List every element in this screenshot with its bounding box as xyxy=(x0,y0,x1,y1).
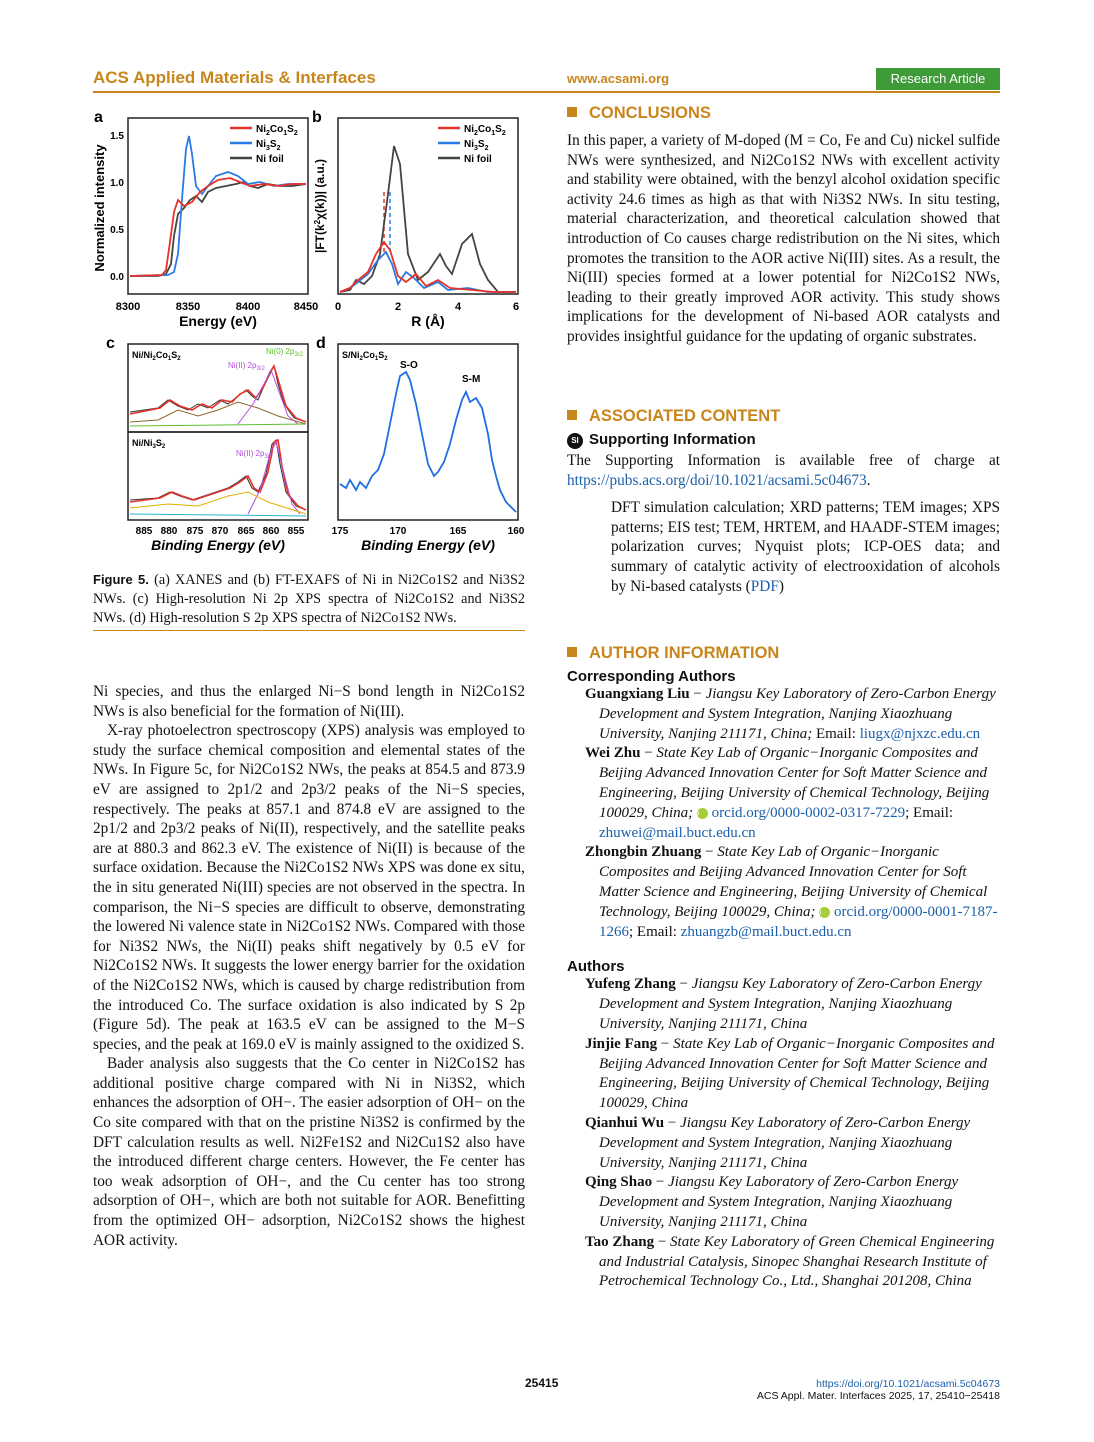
page-number: 25415 xyxy=(525,1376,559,1390)
panel-d-sublabel: $S/Ni_2Co_1S_2$ xyxy=(342,350,388,362)
panel-b-legend xyxy=(438,124,506,165)
panel-c-sublabel-bottom: $Ni/Ni_3S_2$ xyxy=(132,438,166,450)
supporting-info-icon: SI xyxy=(567,433,583,449)
panel-a-xlabel: Energy (eV) xyxy=(179,313,257,329)
conclusions-heading: CONCLUSIONS xyxy=(567,104,1000,123)
body-paragraph: X-ray photoelectron spectroscopy (XPS) analysis was employed to study the surface chemical composition and elemental states of the NWs. In Figure 5c, for Ni2Co1S2 NWs, the peaks at 854.5 and 873.9 eV are assigned to 2p1/2 and 2p3/2 peaks of the Ni−S species, respectively. The peaks at 857.1 and 874.8 eV are assigned to the 2p1/2 and 2p3/2 peaks of Ni(II), respectively, and the satellite peaks are at 880.3 and 862.3 eV. The existence of Ni(II) is because of the surface oxidation. Because the Ni2Co1S2 NWs XPS was done ex situ, the in situ generated Ni(III) species are not observed in the spectra. In comparison, the Ni−S species are difficult to observe, demonstrating the lowered Ni valence state in Ni2Co1S2 NWs. Compared with those for Ni3S2 NWs, the Ni(II) peaks shift negatively by 0.5 eV for Ni2Co1S2 NWs. It suggests the lower energy barrier for the oxidation of the Ni2Co1S2 NWs, which is caused by charge redistribution from the introduced Co. The surface oxidation is also indicated by S 2p (Figure 5d). The peak at 163.5 eV can be assigned to the M−S species, and the peak at 169.0 eV is mainly assigned to the oxidized S. xyxy=(93,722,525,1053)
panel-d-xtick: 165 xyxy=(449,526,467,537)
panel-c-xtick: 855 xyxy=(287,526,305,537)
xanes-ni-foil-curve xyxy=(130,182,306,276)
legend-label-ni-foil: Ni foil xyxy=(256,154,284,165)
panel-d-xtick: 175 xyxy=(331,526,349,537)
panel-c-xtick: 880 xyxy=(160,526,178,537)
author-entry: Tao Zhang − State Key Laboratory of Green Chemical Engineering and Industrial Catalysis, Sinopec Shanghai Research Institute of Petrochemical Technology Co., Ltd., Shanghai 201208, China xyxy=(585,1233,995,1290)
panel-a-xtick: 8300 xyxy=(115,301,141,313)
panel-a-ytick: 0.0 xyxy=(110,272,124,283)
panel-d-xlabel: Binding Energy (eV) xyxy=(361,537,495,553)
panel-letter-c: c xyxy=(106,335,115,352)
panel-b-xtick: 6 xyxy=(512,301,520,313)
footer-doi-block xyxy=(757,1378,1000,1402)
figure-caption xyxy=(93,570,525,628)
panel-d-xtick: 160 xyxy=(507,526,525,537)
supporting-info-list: DFT simulation calculation; XRD patterns; TEM images; XPS patterns; EIS test; TEM, HRTEM, and HAADF-STEM images; polarization curves; Nyquist plots; ICP-OES data; and summary of catalytic activity of electrooxidation of alcohols by Ni-based catalysts (PDF) xyxy=(611,499,1000,595)
supporting-info-link[interactable]: https://pubs.acs.org/doi/10.1021/acsami.5c04673 xyxy=(567,471,867,489)
author-entry: Jinjie Fang − State Key Lab of Organic−Inorganic Composites and Beijing Advanced Innovation Center for Soft Matter Science and Engineering, Beijing University of Chemical Technology, Beijing 100029, China xyxy=(585,1035,995,1112)
panel-a-xtick: 8450 xyxy=(293,301,319,313)
body-paragraph: Bader analysis also suggests that the Co center in Ni2Co1S2 has additional positive charge compared with Ni in Ni3S2, which enhances the adsorption of OH−. The easier adsorption of OH− on the Co site compared with that on the pristine Ni3S2 is confirmed by the DFT calculation results as well. Ni2Fe1S2 and Ni2Cu1S2 also have the introduced different charge centers. However, the Fe center has too weak adsorption of OH−, and the Cu center has too strong adsorption of OH−, which are both not suitable for AOR. Benefitting from the optimized OH− adsorption, Ni2Co1S2 shows the highest AOR activity. xyxy=(93,1055,525,1249)
figure-rule xyxy=(93,630,525,631)
figure-caption-text: (a) XANES and (b) FT-EXAFS of Ni in Ni2Co1S2 and Ni3S2 NWs. (c) High-resolution Ni 2p XPS spectra of Ni2Co1S2 and Ni3S2 NWs. (d) High-resolution S 2p XPS spectra of Ni2Co1S2 NWs. xyxy=(93,572,525,626)
associated-content-heading: ASSOCIATED CONTENT xyxy=(567,407,1000,426)
panel-a-ylabel: Normalized intensity xyxy=(92,144,107,272)
author-information-section xyxy=(567,644,1000,1292)
conclusions-text: In this paper, a variety of M-doped (M = Co, Fe and Cu) nickel sulfide NWs were synthesized, and Ni2Co1S2 NWs with excellent activity and stability were obtained, with the benzyl alcohol oxidation specific activity 24.6 times as high as that with Ni3S2 NWs. In situ testing, material characterization, and theoretical calculation showed that introduction of Co causes charge redistribution on the Ni sites, which promotes the transition to the AOR active Ni(III) sites. As a result, the Ni(III) species formed at a lower potential for Ni2Co1S2 NWs, leading to their greatly improved AOR activity. This study shows implications for the development of Ni-based AOR catalysts and provides insightful guidance for the updating of organic substrates. xyxy=(567,132,1000,345)
legend-label-ni-foil: Ni foil xyxy=(464,154,492,165)
annotation-s-o: S-O xyxy=(400,360,418,371)
article-type-badge: Research Article xyxy=(876,68,1000,90)
journal-title: ACS Applied Materials & Interfaces xyxy=(93,68,376,87)
panel-letter-b: b xyxy=(312,109,322,126)
section-square-icon xyxy=(567,647,577,657)
left-body xyxy=(93,682,525,1250)
panel-a-ytick: 0.5 xyxy=(110,225,124,236)
orcid-icon: iD xyxy=(697,808,708,819)
figure-5 xyxy=(88,104,528,560)
author-entry: Yufeng Zhang − Jiangsu Key Laboratory of Zero-Carbon Energy Development and System Integration, Nanjing Xiaozhuang University, Nanjing 211171, China xyxy=(585,976,982,1032)
annotation-ni2-top: Ni(II) $2p_{3/2}$ xyxy=(228,361,265,372)
panel-c xyxy=(106,335,308,553)
email-link[interactable]: zhuangzb@mail.buct.edu.cn xyxy=(680,923,852,940)
xps-ni-bottom-baseline xyxy=(130,514,306,516)
panel-b-xlabel: R (Å) xyxy=(411,313,445,329)
panel-a-ytick: 1.5 xyxy=(110,131,124,142)
journal-url[interactable]: www.acsami.org xyxy=(567,71,670,86)
author-information-heading: AUTHOR INFORMATION xyxy=(567,644,1000,663)
panel-d-xtick: 170 xyxy=(389,526,407,537)
footer-doi-link[interactable]: https://doi.org/10.1021/acsami.5c04673 xyxy=(816,1378,1000,1390)
panel-c-xtick: 860 xyxy=(262,526,280,537)
panel-a-legend xyxy=(230,124,298,165)
author-entry: Qing Shao − Jiangsu Key Laboratory of Zero-Carbon Energy Development and System Integration, Nanjing Xiaozhuang University, Nanjing 211171, China xyxy=(585,1174,959,1230)
figure-caption-label: Figure 5. xyxy=(93,572,149,587)
panel-a-ytick: 1.0 xyxy=(110,178,124,189)
email-link[interactable]: liugx@njxzc.edu.cn xyxy=(859,725,981,742)
panel-c-xtick: 865 xyxy=(237,526,255,537)
author-entry: Qianhui Wu − Jiangsu Key Laboratory of Zero-Carbon Energy Development and System Integration, Nanjing Xiaozhuang University, Nanjing 211171, China xyxy=(585,1114,971,1171)
conclusions-section xyxy=(567,104,1000,347)
pdf-link[interactable]: PDF xyxy=(750,577,779,595)
legend-label-ni3s2: $Ni_3S_2$ xyxy=(256,139,281,152)
orcid-icon: iD xyxy=(819,907,830,918)
header-rule xyxy=(93,91,1000,93)
corresponding-author-entry: Guangxiang Liu − Jiangsu Key Laboratory of Zero-Carbon Energy Development and System Integration, Nanjing Xiaozhuang University, Nanjing 211171, China; Email: liugx@njxzc.edu.cn xyxy=(585,686,996,742)
panel-a xyxy=(92,109,318,329)
panel-letter-a: a xyxy=(94,109,103,126)
email-link[interactable]: zhuwei@mail.buct.edu.cn xyxy=(599,824,756,841)
panel-a-xtick: 8400 xyxy=(235,301,261,313)
panel-b-xtick: 2 xyxy=(394,301,402,313)
panel-c-xlabel: Binding Energy (eV) xyxy=(151,537,285,553)
legend-label-ni3s2: $Ni_3S_2$ xyxy=(464,139,489,152)
corresponding-author-entry: Zhongbin Zhuang − State Key Lab of Organic−Inorganic Composites and Beijing Advanced Innovation Center for Soft Matter Science and Engineering, Beijing University of Chemical Technology, Beijing 100029, China; iD orcid.org/0000-0001-7187-1266; Email: zhuangzb@mail.buct.edu.cn xyxy=(585,844,998,940)
panel-letter-d: d xyxy=(316,335,326,352)
xps-ni-top-baseline xyxy=(130,424,306,426)
panel-c-xtick: 875 xyxy=(186,526,204,537)
panel-c-xtick: 885 xyxy=(135,526,153,537)
legend-label-ni2co1s2: $Ni_2Co_1S_2$ xyxy=(256,124,298,137)
legend-label-ni2co1s2: $Ni_2Co_1S_2$ xyxy=(464,124,506,137)
orcid-link[interactable]: orcid.org/0000-0001-7187-1266 xyxy=(599,903,998,940)
associated-content-section xyxy=(567,407,1000,596)
annotation-ni2-bottom: Ni(II) $2p_{3/2}$ xyxy=(236,449,273,460)
panel-c-sublabel-top: $Ni/Ni_2Co_1S_2$ xyxy=(132,350,181,362)
ftexafs-ni2co1s2-curve xyxy=(340,242,516,292)
orcid-link[interactable]: orcid.org/0000-0002-0317-7229 xyxy=(711,804,906,821)
section-square-icon xyxy=(567,107,577,117)
annotation-ni0: Ni(0) $2p_{3/2}$ xyxy=(266,347,303,358)
annotation-s-m: S-M xyxy=(462,374,481,385)
section-square-icon xyxy=(567,410,577,420)
panel-d-frame xyxy=(338,344,518,520)
panel-b-ylabel: $|FT(k^2\chi(k))|$ (a.u.) xyxy=(313,158,327,254)
panel-b-xtick: 0 xyxy=(334,301,342,313)
footer-citation: ACS Appl. Mater. Interfaces 2025, 17, 25410−25418 xyxy=(756,1390,1000,1402)
supporting-info-heading: SI Supporting Information xyxy=(567,431,1000,449)
corresponding-author-entry: Wei Zhu − State Key Lab of Organic−Inorganic Composites and Beijing Advanced Innovation Center for Soft Matter Science and Engineering, Beijing University of Chemical Technology, Beijing 100029, China; iD orcid.org/0000-0002-0317-7229; Email: zhuwei@mail.buct.edu.cn xyxy=(585,745,990,841)
panel-d xyxy=(316,335,525,553)
corresponding-authors-heading: Corresponding Authors xyxy=(567,668,736,685)
xanes-ni2co1s2-curve xyxy=(130,178,306,276)
xps-ni-bottom-satellite xyxy=(130,492,306,514)
panel-b-xtick: 4 xyxy=(454,301,462,313)
panel-a-frame xyxy=(128,118,308,294)
panel-c-xtick: 870 xyxy=(211,526,229,537)
xps-ni-top-satellite xyxy=(130,402,306,424)
supporting-info-intro: The Supporting Information is available free of charge at https://pubs.acs.org/doi/10.1021/acsami.5c04673. xyxy=(567,452,1000,489)
xps-s-spectrum xyxy=(340,372,516,512)
panel-b xyxy=(312,109,519,329)
body-paragraph: Ni species, and thus the enlarged Ni−S bond length in Ni2Co1S2 NWs is also beneficial for the formation of Ni(III). xyxy=(93,683,525,720)
panel-b-frame xyxy=(338,118,518,294)
authors-heading: Authors xyxy=(567,958,625,976)
panel-a-xtick: 8350 xyxy=(175,301,201,313)
ftexafs-ni-foil-curve xyxy=(340,146,516,292)
